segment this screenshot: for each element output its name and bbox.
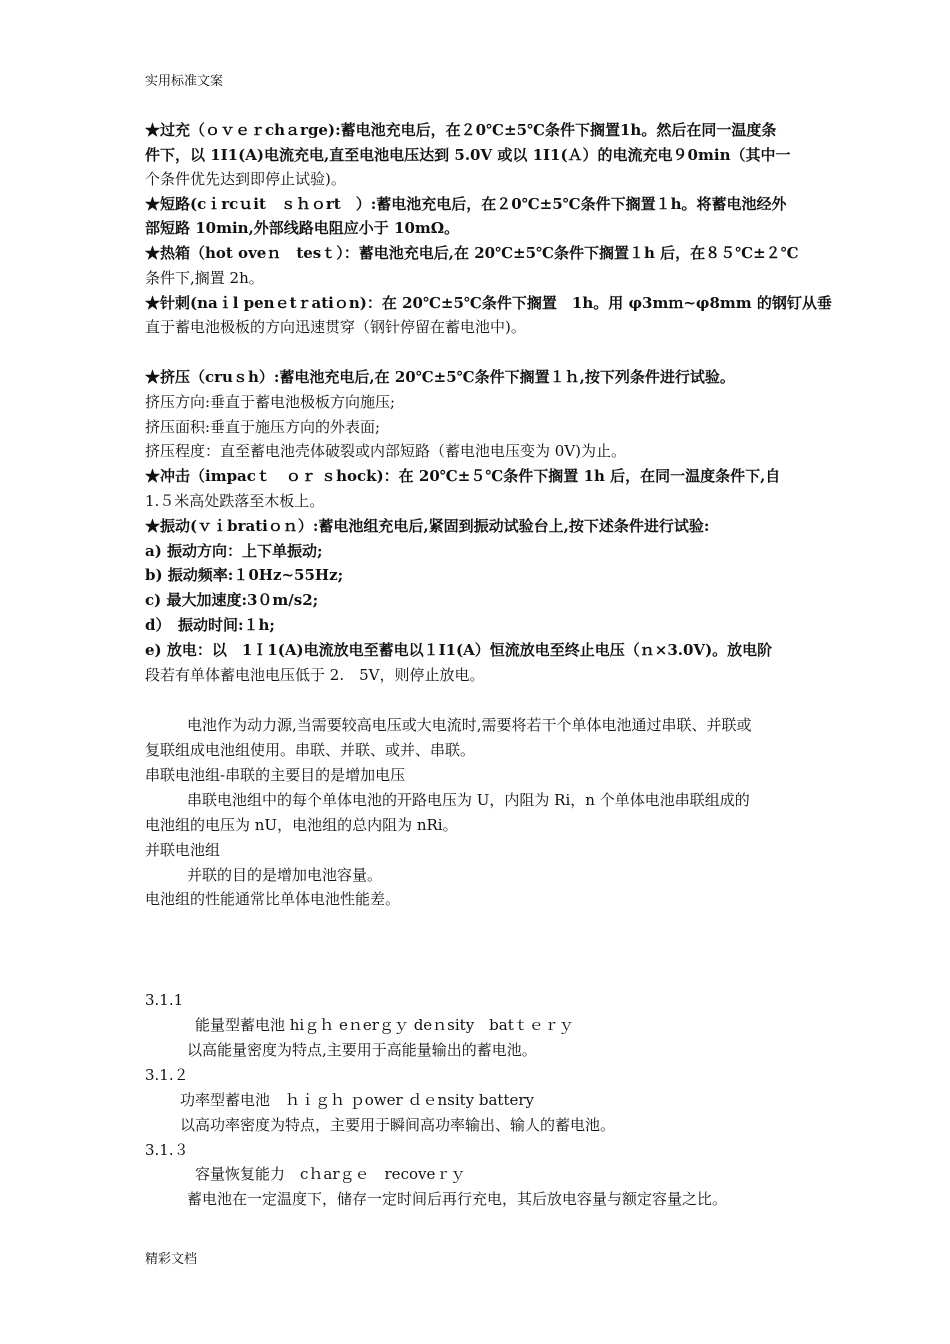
crush-area: 挤压面积:垂直于施压方向的外表面; — [145, 418, 381, 436]
vibration-item-a: a) 振动方向：上下单振动; — [145, 542, 323, 560]
parallel-heading: 并联电池组 — [145, 841, 221, 859]
short-circuit-line-2: 部短路 10min,外部线路电阻应小于 10mΩ。 — [145, 219, 460, 237]
vibration-item-e-1: e) 放电：以 1Ｉ1(A)电流放电至蓄电以１I1(A）恒流放电至终止电压（ｎ×3.0V)。放电阶 — [145, 641, 773, 659]
crush-line-1: ★挤压（cruｓh）:蓄电池充电后,在 20℃±5℃条件下搁置１ｈ,按下列条件进行试验。 — [145, 368, 735, 386]
definition-term: 容量恢复能力 cｈarｇｅ recoveｒｙ — [195, 1165, 466, 1183]
overcharge-line-2: 件下，以 1I1(A)电流充电,直至电池电压达到 5.0V 或以 1I1(Ａ）的电流充电９0min（其中一 — [145, 146, 791, 164]
series-text-line-1: 串联电池组中的每个单体电池的开路电压为 U，内阻为 Ri，n 个单体电池串联组成的 — [187, 791, 750, 809]
page-footer: 精彩文档 — [145, 1252, 198, 1267]
page-header: 实用标准文案 — [145, 74, 224, 89]
vibration-item-d: d） 振动时间:１h; — [145, 616, 275, 634]
definition-number: 3.1.３ — [145, 1141, 189, 1159]
series-heading: 串联电池组-串联的主要目的是增加电压 — [145, 766, 406, 784]
nail-line-1: ★针刺(naｉl penｅtｒatiｏn)：在 20℃±5℃条件下搁置 1h。用 φ3mｍ~φ8mm 的钢钉从垂 — [145, 294, 832, 312]
definition-number: 3.1.２ — [145, 1066, 189, 1084]
definition-description: 以高功率密度为特点，主要用于瞬间高功率输出、输人的蓄电池。 — [180, 1116, 616, 1134]
definition-term: 功率型蓄电池 ｈｉｇｈ ｐower ｄｅnsity battery — [180, 1091, 535, 1109]
vibration-line-1: ★振动(ｖｉbratiｏｎ）:蓄电池组充电后,紧固到振动试验台上,按下述条件进行试验: — [145, 517, 710, 535]
short-circuit-line-1: ★短路(cｉrcｕit ｓｈｏrt ）:蓄电池充电后，在２0℃±5℃条件下搁置１h。将蓄电池经外 — [145, 195, 787, 213]
hot-oven-line-2: 条件下,搁置 2h。 — [145, 269, 264, 287]
parallel-text: 并联的目的是增加电池容量。 — [187, 866, 383, 884]
nail-line-2: 直于蓄电池极板的方向迅速贯穿（钢针停留在蓄电池中)。 — [145, 318, 526, 336]
definition-description: 蓄电池在一定温度下，储存一定时间后再行充电，其后放电容量与额定容量之比。 — [187, 1190, 728, 1208]
hot-oven-line-1: ★热箱（hot oveｎ tesｔ）：蓄电池充电后,在 20℃±5℃条件下搁置１h 后，在８５℃±２℃ — [145, 244, 799, 262]
definition-term: 能量型蓄电池 hiｇｈ eｎerｇｙ deｎsity batｔｅｒｙ — [195, 1016, 574, 1034]
impact-line-2: 1.５米高处跌落至木板上。 — [145, 492, 325, 510]
pack-intro-line-2: 复联组成电池组使用。串联、并联、或并、串联。 — [145, 741, 476, 759]
vibration-item-c: c) 最大加速度:3０m/s2; — [145, 591, 319, 609]
crush-degree: 挤压程度：直至蓄电池壳体破裂或内部短路（蓄电池电压变为 0V)为止。 — [145, 442, 626, 460]
overcharge-line-3: 个条件优先达到即停止试验)。 — [145, 170, 346, 188]
impact-line-1: ★冲击（impacｔ ｏｒ ｓhock)：在 20℃±５℃条件下搁置 1h 后，在同一温度条件下,自 — [145, 467, 781, 485]
pack-performance-note: 电池组的性能通常比单体电池性能差。 — [145, 890, 401, 908]
series-text-line-2: 电池组的电压为 nU，电池组的总内阻为 nRi。 — [145, 816, 458, 834]
vibration-item-b: b) 振动频率:１0Hz~55Hz; — [145, 566, 344, 584]
pack-intro-line-1: 电池作为动力源,当需要较高电压或大电流时,需要将若干个单体电池通过串联、并联或 — [187, 716, 752, 734]
definition-description: 以高能量密度为特点,主要用于高能量输出的蓄电池。 — [187, 1041, 537, 1059]
crush-direction: 挤压方向:垂直于蓄电池极板方向施压; — [145, 393, 396, 411]
overcharge-line-1: ★过充（ｏｖｅｒchａrge):蓄电池充电后，在２0℃±5℃条件下搁置1h。然后在同一温度条 — [145, 121, 777, 139]
vibration-item-e-2: 段若有单体蓄电池电压低于 2. 5V，则停止放电。 — [145, 666, 485, 684]
definition-number: 3.1.1 — [145, 991, 184, 1009]
